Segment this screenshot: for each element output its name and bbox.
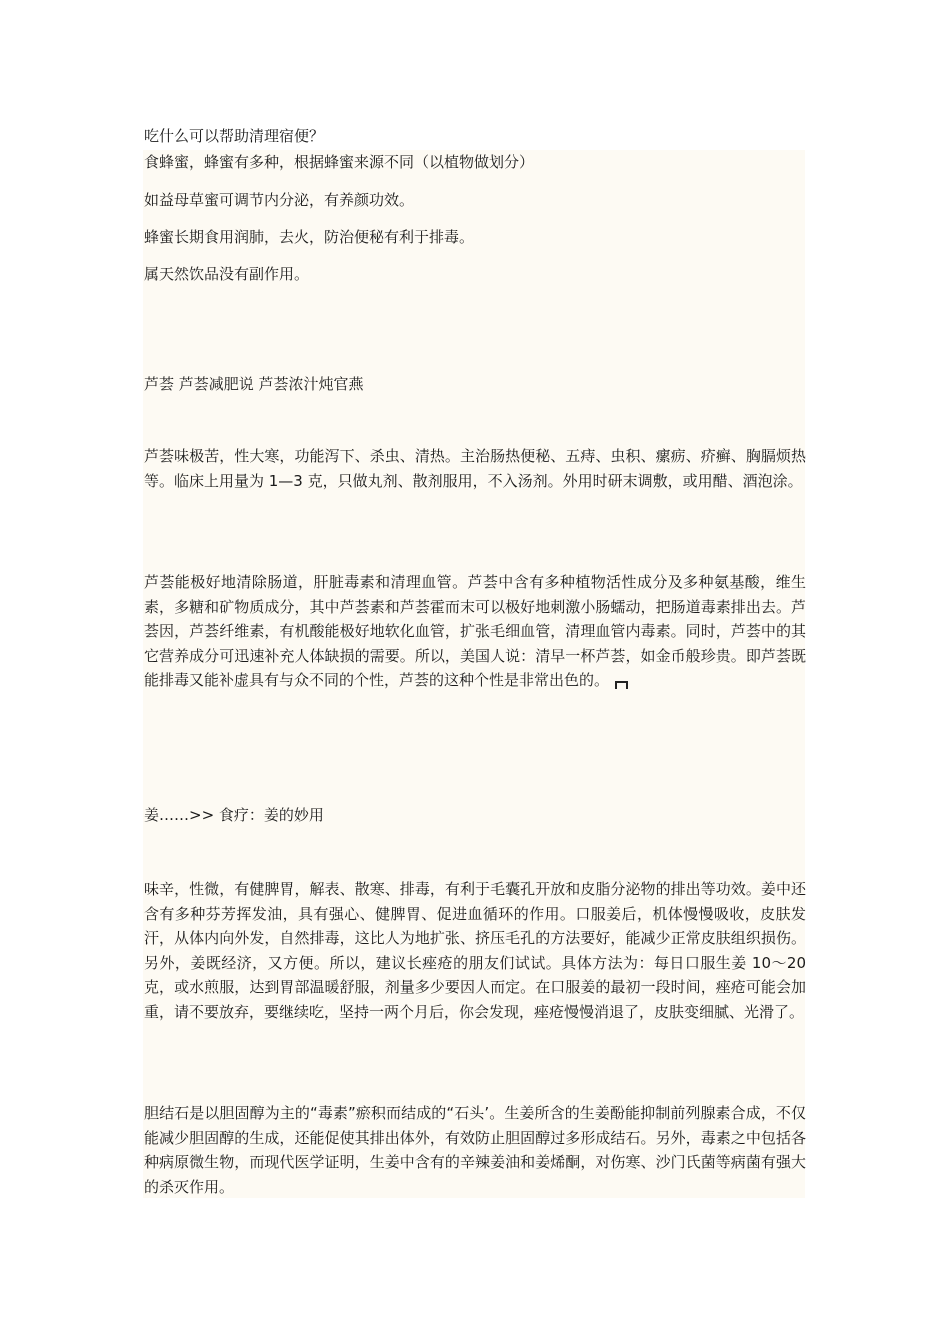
honey-paragraph-1: 食蜂蜜，蜂蜜有多种，根据蜂蜜来源不同（以植物做划分） [144,153,535,171]
honey-paragraph-3: 蜂蜜长期食用润肺，去火，防治便秘有利于排毒。 [144,228,475,246]
honey-paragraph-4: 属天然饮品没有副作用。 [144,265,310,283]
text-cursor-icon [615,681,628,689]
ginger-paragraph-1: 味辛，性微，有健脾胃，解表、散寒、排毒，有利于毛囊孔开放和皮脂分泌物的排出等功效。姜中还含有多种芬芳挥发油，具有强心、健脾胃、促进血循环的作用。口服姜后，机体慢慢吸收，皮肤发汗，从体内向外发，自然排毒，这比人为地扩张、挤压毛孔的方法要好，能减少正常皮肤组织损伤。另外，姜既经济，又方便。所以，建议长痤疮的朋友们试试。具体方法为：每日口服生姜 10～20 克，或水煎服，达到胃部温暖舒服，剂量多少要因人而定。在口服姜的最初一段时间，痤疮可能会加重，请不要放弃，要继续吃，坚持一两个月后，你会发现，痤疮慢慢消退了，皮肤变细腻、光滑了。 [144,880,806,1021]
document-title: 吃什么可以帮助清理宿便？ [144,127,325,145]
aloe-heading: 芦荟 芦荟减肥说 芦荟浓汁炖官燕 [144,375,364,393]
aloe-paragraph-2 [144,570,806,693]
ginger-heading: 姜……>> 食疗：姜的妙用 [144,806,324,824]
honey-paragraph-2: 如益母草蜜可调节内分泌，有养颜功效。 [144,191,415,209]
ginger-paragraph-2: 胆结石是以胆固醇为主的“毒素”瘀积而结成的“石头’。生姜所含的生姜酚能抑制前列腺素合成，不仅能减少胆固醇的生成，还能促使其排出体外，有效防止胆固醇过多形成结石。另外，毒素之中包括各种病原微生物，而现代医学证明，生姜中含有的辛辣姜油和姜烯酮，对伤寒、沙门氏菌等病菌有强大的杀灭作用。 [144,1104,806,1196]
aloe-paragraph-2-text: 芦荟能极好地清除肠道，肝脏毒素和清理血管。芦荟中含有多种植物活性成分及多种氨基酸，维生素，多糖和矿物质成分，其中芦荟素和芦荟霍而末可以极好地刺激小肠蠕动，把肠道毒素排出去。芦荟因，芦荟纤维素，有机酸能极好地软化血管，扩张毛细血管，清理血管内毒素。同时，芦荟中的其它营养成分可迅速补充人体缺损的需要。所以，美国人说：清早一杯芦荟，如金币般珍贵。即芦荟既能排毒又能补虚具有与众不同的个性，芦荟的这种个性是非常出色的。 [144,573,806,689]
aloe-paragraph-1: 芦荟味极苦，性大寒，功能泻下、杀虫、清热。主治肠热便秘、五痔、虫积、瘰疬、疥癣、胸膈烦热等。临床上用量为 1—3 克，只做丸剂、散剂服用，不入汤剂。外用时研末调敷，或用醋、酒泡涂。 [144,447,806,490]
